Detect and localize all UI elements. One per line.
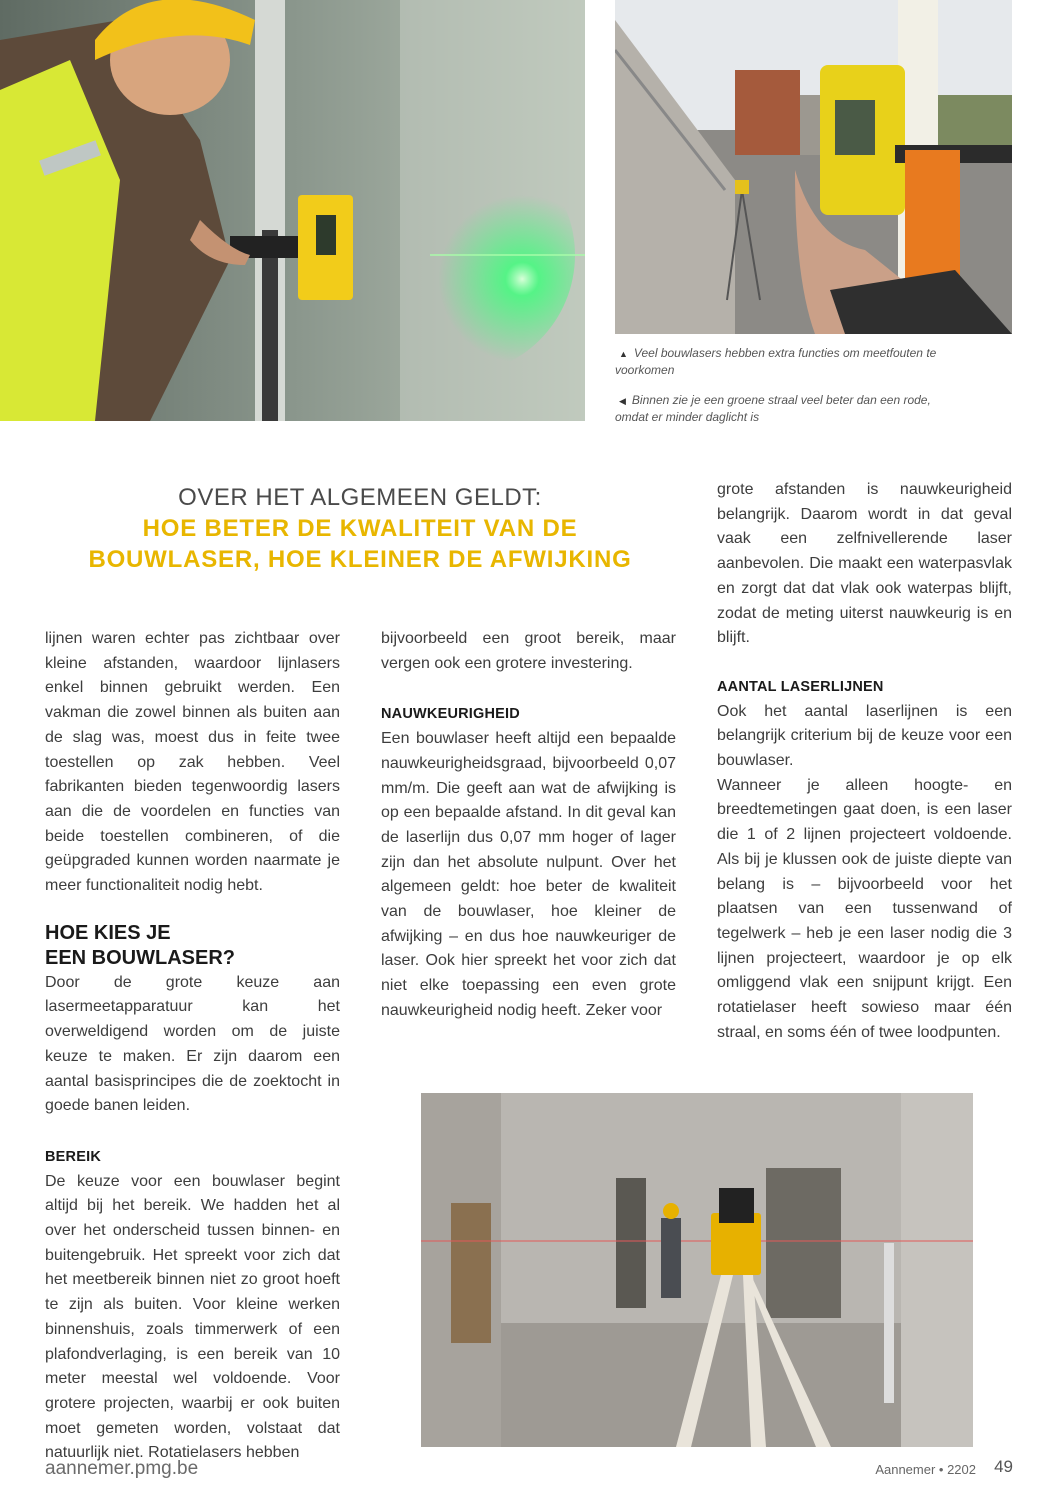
caption-text: Binnen zie je een groene straal veel beter dan een rode, omdat er minder daglicht is bbox=[615, 393, 931, 424]
subheading-bereik: BEREIK bbox=[45, 1148, 101, 1165]
pull-quote-highlight-2: BOUWLASER, HOE KLEINER DE AFWIJKING bbox=[88, 546, 632, 573]
heading-line: HOE KIES JE bbox=[45, 921, 171, 944]
caption-text: Veel bouwlasers hebben extra functies om meetfouten te voorkomen bbox=[615, 346, 937, 377]
subheading-aantal-laserlijnen: AANTAL LASERLIJNEN bbox=[717, 678, 884, 695]
heading-line: EEN BOUWLASER? bbox=[45, 946, 235, 969]
section-heading bbox=[45, 921, 340, 971]
article-column-1 bbox=[45, 627, 340, 1466]
photo-caption-2 bbox=[615, 392, 965, 425]
paragraph: grote afstanden is nauwkeurigheid belangrijk. Daarom wordt in dat geval vaak een zelfnivellerende laser aanbevolen. Die maakt een waterpasvlak en zorgt dat dat vlak ook waterpas blijft, zodat de meting uiterst nauwkeurig is en blijft. bbox=[717, 481, 1012, 647]
photo-worker-green-laser bbox=[0, 0, 585, 421]
arrow-up-icon: ▲ bbox=[619, 349, 628, 359]
paragraph: Een bouwlaser heeft altijd een bepaalde nauwkeurigheidsgraad, bijvoorbeeld 0,07 mm/m. Die geeft aan wat de afwijking is op een bepaalde afstand. In dit geval kan de laserlijn dus 0,07 mm hoger of lager zijn dan het absolute nulpunt. Over het algemeen geldt: hoe beter de kwaliteit van de bouwlaser, hoe kleiner de afwijking – en dus hoe nauwkeuriger de laser. Ook hier spreekt het voor zich dat niet elke toepassing een even grote nauwkeurigheid nodig heeft. Zeker voor bbox=[381, 730, 676, 1019]
paragraph: lijnen waren echter pas zichtbaar over kleine afstanden, waardoor lijnlasers enkel binnen gebruikt werden. Een vakman die zowel binnen als buiten aan de slag was, moest dus in feite twee toestellen op zak hebben. Veel fabrikanten bieden tegenwoordig lasers aan die de voordelen en functies van beide toestellen combineren, of die geüpgraded kunnen worden naarmate je meer functionaliteit nodig hebt. bbox=[45, 630, 340, 895]
arrow-left-icon: ◀ bbox=[619, 396, 626, 406]
photo-caption-1 bbox=[615, 345, 965, 378]
paragraph: Wanneer je alleen hoogte- en breedtemetingen gaat doen, is een laser die 1 of 2 lijnen projecteert voldoende. Als bij je klussen ook de juiste diepte van belang is – bijvoorbeeld voor het plaatsen van een tussenwand of tegelwerk – heb je een laser nodig die 3 lijnen projecteert, waardoor je op elk omliggend vlak een snijpunt krijgt. Een rotatielaser heeft sowieso maar één straal, en soms één of twee loodpunten. bbox=[717, 776, 1012, 1041]
paragraph: bijvoorbeeld een groot bereik, maar vergen ook een grotere investering. bbox=[381, 630, 676, 672]
footer-magazine-issue: Aannemer • 2202 bbox=[875, 1462, 976, 1477]
photo-hand-laser-receiver bbox=[615, 0, 1012, 334]
pull-quote bbox=[45, 483, 675, 575]
footer-page-number: 49 bbox=[994, 1457, 1013, 1476]
article-column-3 bbox=[717, 478, 1012, 1045]
article-column-2 bbox=[381, 627, 676, 1024]
photo-tripod-laser-indoor bbox=[421, 1093, 973, 1447]
paragraph: De keuze voor een bouwlaser begint altijd bij het bereik. We hadden het al over het onderscheid tussen binnen- en buitengebruik. Het spreekt voor zich dat het meetbereik binnen niet zo groot hoeft te zijn als buiten. Voor kleine werken binnenshuis, zoals timmerwerk of een plafondverlaging, is een bereik van 10 meter meestal wel voldoende. Voor grotere projecten, waarbij er ook buiten moet gemeten worden, volstaat dat natuurlijk niet. Rotatielasers hebben bbox=[45, 1172, 340, 1462]
pull-quote-highlight-1: HOE BETER DE KWALITEIT VAN DE bbox=[142, 515, 578, 542]
pull-quote-intro: OVER HET ALGEMEEN GELDT: bbox=[178, 484, 542, 511]
paragraph: Ook het aantal laserlijnen is een belangrijk criterium bij de keuze voor een bouwlaser. bbox=[717, 702, 1012, 770]
subheading-nauwkeurigheid: NAUWKEURIGHEID bbox=[381, 706, 520, 723]
paragraph: Door de grote keuze aan lasermeetapparatuur kan het overweldigend worden om de juiste keuze te maken. Er zijn daarom een aantal basisprincipes die de zoektocht in goede banen leiden. bbox=[45, 973, 340, 1115]
footer-website: aannemer.pmg.be bbox=[45, 1458, 199, 1479]
